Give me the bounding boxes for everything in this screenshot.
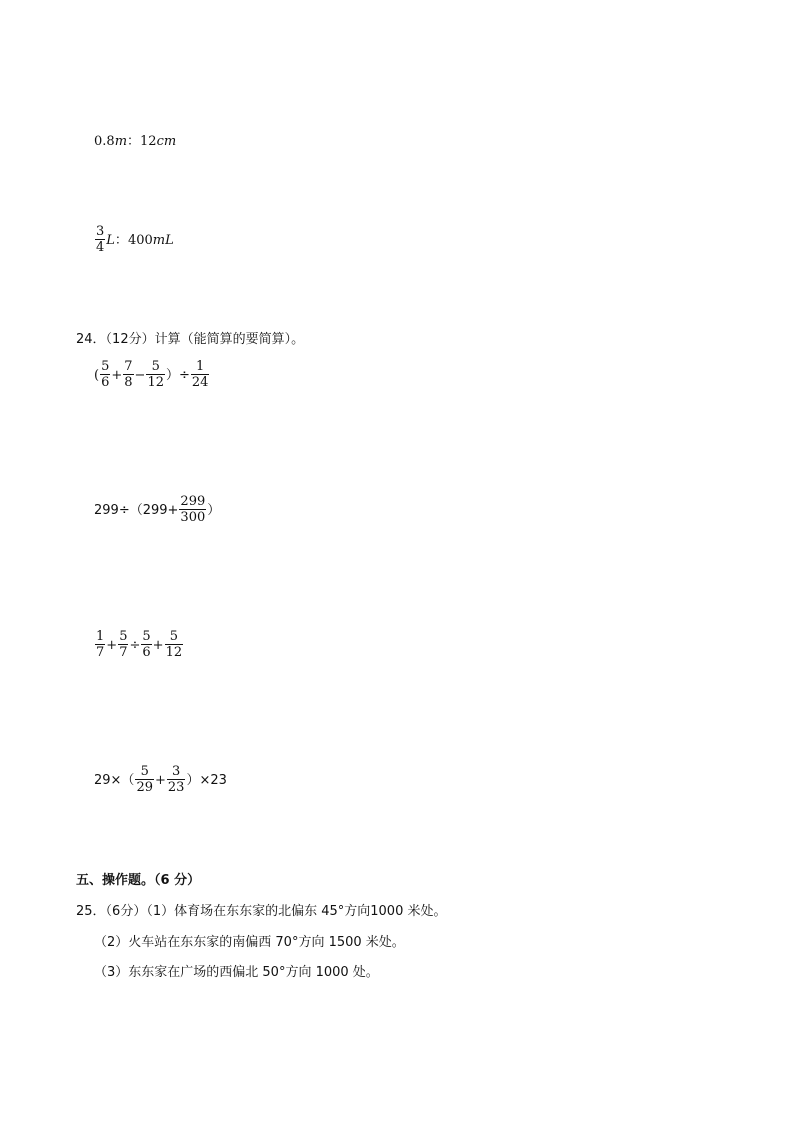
expr4-pre: 29×（ <box>94 772 135 788</box>
expr1-f2-den: 8 <box>124 375 133 391</box>
question-24-title: 24．（12分）计算（能简算的要简算）。 <box>76 332 305 347</box>
expr2-pre: 299÷（299+ <box>94 502 179 518</box>
expr1-f3-den: 12 <box>147 375 164 391</box>
expr4-f1-den: 29 <box>136 780 153 796</box>
expr4-frac-2 <box>167 765 186 796</box>
expr3-f4-den: 12 <box>165 645 183 661</box>
ratio2-fraction <box>95 225 105 256</box>
expr1-f4-num: 1 <box>196 359 205 374</box>
ratio2-sep: ： <box>114 232 128 248</box>
expr1-f1-den: 6 <box>101 375 110 391</box>
expr3-f2-num: 5 <box>119 629 128 644</box>
expr1-frac-1 <box>100 360 110 391</box>
expr3-f3-den: 6 <box>142 645 151 661</box>
expr1-f4-den: 24 <box>191 375 209 391</box>
expr1-frac-4 <box>191 360 210 391</box>
expr1-frac-3 <box>146 360 165 391</box>
expr3-frac-4 <box>165 630 184 661</box>
expr3-op2: ÷ <box>129 637 141 653</box>
expr3-f2-den: 7 <box>119 645 128 661</box>
expr1-op2: − <box>134 367 146 383</box>
expression-4 <box>94 765 227 796</box>
expr4-f2-den: 23 <box>167 780 185 796</box>
question-25-line-1: 25．（6分）（1）体育场在东东家的北偏东 45°方向1000 米处。 <box>76 904 447 919</box>
expr1-lp: ( <box>94 367 100 383</box>
expr1-f3-num: 5 <box>151 359 160 374</box>
expr4-op: + <box>154 772 166 788</box>
ratio2-b-num: 400 <box>127 232 153 248</box>
expr3-f3-num: 5 <box>142 629 151 644</box>
expr1-f1-num: 5 <box>101 359 110 374</box>
expr3-frac-2 <box>118 630 128 661</box>
expr4-frac-1 <box>135 765 154 796</box>
expr1-rp: ）÷ <box>166 367 190 383</box>
expression-3 <box>94 630 184 661</box>
expr3-frac-1 <box>95 630 105 661</box>
expr3-op3: + <box>152 637 164 653</box>
ratio1-b-num: 12 <box>140 134 157 149</box>
expr4-f1-num: 5 <box>140 764 149 779</box>
ratio1-sep: ： <box>127 134 141 149</box>
ratio2-b-unit: mL <box>152 232 174 248</box>
question-25-line-3: （3）东东家在广场的西偏北 50°方向 1000 处。 <box>94 965 379 980</box>
expr1-f2-num: 7 <box>124 359 133 374</box>
expr4-post: ）×23 <box>186 772 227 788</box>
ratio1-a-num: 0.8 <box>94 134 115 149</box>
ratio-liters-to-milliliters <box>94 225 174 256</box>
expr2-frac-den: 300 <box>180 510 206 526</box>
expr3-frac-3 <box>141 630 151 661</box>
expr3-f1-den: 7 <box>96 645 105 661</box>
expr1-op1: + <box>111 367 123 383</box>
ratio-meters-to-centimeters <box>94 135 176 148</box>
ratio2-frac-den: 4 <box>96 240 105 256</box>
question-25-line-2: （2）火车站在东东家的南偏西 70°方向 1500 米处。 <box>94 935 405 950</box>
expression-1 <box>94 360 210 391</box>
ratio1-a-unit: m <box>114 134 128 149</box>
expr2-frac-num: 299 <box>180 494 206 509</box>
expr3-f1-num: 1 <box>96 629 105 644</box>
expr3-f4-num: 5 <box>169 629 178 644</box>
expr1-frac-2 <box>123 360 133 391</box>
ratio1-b-unit: cm <box>156 134 177 149</box>
expr3-op1: + <box>106 637 118 653</box>
expression-2 <box>94 495 220 526</box>
expr4-f2-num: 3 <box>172 764 181 779</box>
expr2-post: ） <box>207 502 221 518</box>
section-5-heading: 五、操作题。（6 分） <box>76 873 201 888</box>
expr2-frac <box>179 495 206 526</box>
ratio2-a-unit: L <box>106 232 115 248</box>
ratio2-frac-num: 3 <box>96 224 105 239</box>
